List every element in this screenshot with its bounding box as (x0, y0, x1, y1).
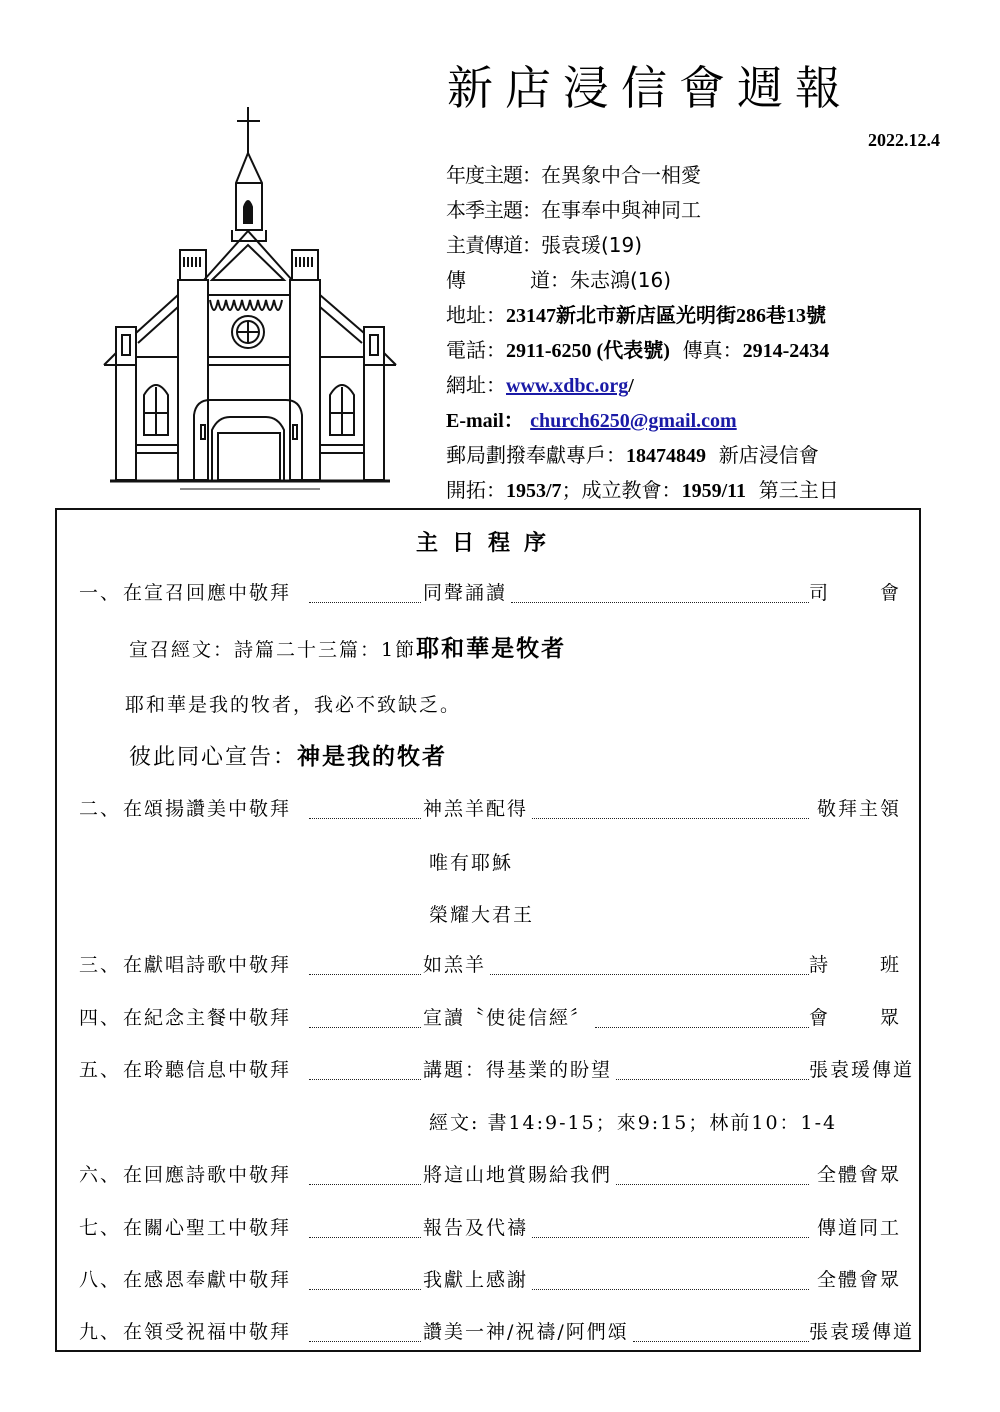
item-section: 在頌揚讚美中敬拜 (123, 798, 292, 820)
item-leader: 張袁瑗傳道 (809, 1059, 915, 1081)
dot-leader (490, 974, 809, 975)
declaration-prefix: 彼此同心宣告： (129, 745, 298, 770)
item-number: 一、 (79, 582, 122, 604)
item-number: 八、 (79, 1269, 122, 1291)
item-number: 六、 (79, 1164, 122, 1186)
item-section: 在獻唱詩歌中敬拜 (123, 954, 292, 976)
call-emphasis: 耶和華是牧者 (416, 635, 567, 662)
dot-leader (309, 1079, 421, 1080)
call-to-worship (129, 630, 566, 663)
postal-name: 新店浸信會 (718, 443, 819, 467)
phone-row (446, 333, 839, 368)
item-leader (809, 950, 901, 977)
service-item (79, 1055, 915, 1085)
dot-leader (309, 602, 421, 603)
founded-row (446, 473, 839, 508)
item-number: 七、 (79, 1217, 122, 1239)
item-number: 三、 (79, 954, 122, 976)
senior-pastor-row (446, 228, 839, 263)
leader-char: 詩 (809, 954, 831, 976)
season-theme: 在事奉中與神同工 (541, 198, 701, 222)
service-item (79, 1265, 901, 1295)
dot-leader (309, 818, 421, 819)
dot-leader (595, 1027, 809, 1028)
dot-leader (616, 1079, 809, 1080)
song-extra: 榮耀大君王 (429, 904, 535, 926)
item-program: 宣讀〝使徒信經〞 (423, 1007, 592, 1029)
item-number: 四、 (79, 1007, 122, 1029)
leader-char: 班 (879, 954, 901, 976)
item-number: 九、 (79, 1321, 122, 1343)
leader-char: 司 (809, 582, 831, 604)
item-section: 在領受祝福中敬拜 (123, 1321, 292, 1343)
founded: 1953/7 (506, 480, 562, 502)
pastor-row (446, 263, 839, 298)
website-row (446, 368, 839, 403)
service-item (79, 950, 901, 980)
pastor: 朱志鴻(16) (570, 268, 672, 292)
senior-pastor: 張袁瑗(19) (541, 233, 643, 257)
dot-leader (633, 1341, 809, 1342)
item-leader (809, 578, 901, 605)
dot-leader (309, 1237, 421, 1238)
declaration (129, 738, 447, 771)
pastor-label-b: 道： (530, 268, 570, 292)
dot-leader (309, 974, 421, 975)
church-illustration (100, 95, 400, 495)
item-section: 在紀念主餐中敬拜 (123, 1007, 292, 1029)
address-row (446, 298, 839, 333)
item-number: 二、 (79, 798, 122, 820)
item-section: 在關心聖工中敬拜 (123, 1217, 292, 1239)
senior-pastor-label: 主責傳道： (446, 233, 541, 257)
address: 23147新北市新店區光明街286巷13號 (506, 305, 826, 327)
leader-char: 眾 (879, 1007, 901, 1029)
email-link[interactable]: church6250@gmail.com (530, 410, 737, 432)
service-item (79, 794, 901, 824)
dot-leader (309, 1341, 421, 1342)
sermon-scripture: 經文: 書14:9-15；來9:15；林前10：1-4 (429, 1112, 838, 1134)
dot-leader (511, 602, 809, 603)
item-section: 在回應詩歌中敬拜 (123, 1164, 292, 1186)
item-number: 五、 (79, 1059, 122, 1081)
leader-char: 會 (879, 582, 901, 604)
website-label: 網址： (446, 373, 506, 397)
call-verse: 耶和華是我的牧者，我必不致缺乏。 (125, 694, 462, 716)
item-section: 在聆聽信息中敬拜 (123, 1059, 292, 1081)
service-item (79, 578, 901, 608)
service-item (79, 1003, 901, 1033)
item-program: 如羔羊 (423, 954, 487, 976)
order-title: 主日程序 (415, 530, 560, 556)
item-program: 讚美一神/祝禱/阿們頌 (423, 1321, 629, 1343)
item-program: 同聲誦讀 (423, 582, 508, 604)
item-program: 神羔羊配得 (423, 798, 529, 820)
dot-leader (616, 1184, 809, 1185)
website-link[interactable]: www.xdbc.org (506, 375, 629, 397)
declaration-emphasis: 神是我的牧者 (297, 743, 448, 770)
item-program: 講題：得基業的盼望 (423, 1059, 613, 1081)
sunday-note: 第三主日 (758, 478, 839, 502)
dot-leader (309, 1027, 421, 1028)
email-row (446, 403, 839, 438)
postal-row (446, 438, 839, 473)
song-extra: 唯有耶穌 (429, 852, 514, 874)
annual-theme-label: 年度主題： (446, 163, 541, 187)
item-leader: 全體會眾 (816, 1164, 901, 1186)
established: 1959/11 (681, 480, 747, 502)
website-suffix: / (628, 375, 634, 397)
item-program: 報告及代禱 (423, 1217, 529, 1239)
annual-theme-row (446, 158, 839, 193)
item-leader: 傳道同工 (816, 1217, 901, 1239)
bulletin-date: 2022.12.4 (868, 130, 940, 150)
item-program: 將這山地賞賜給我們 (423, 1164, 613, 1186)
item-leader (809, 1003, 901, 1030)
bulletin-title: 新店浸信會週報 (447, 61, 853, 115)
address-label: 地址： (446, 303, 506, 327)
season-theme-row (446, 193, 839, 228)
service-item (79, 1160, 901, 1190)
postal-account: 18474849 (626, 445, 706, 467)
phone: 2911-6250 (代表號) (506, 340, 670, 362)
dot-leader (309, 1184, 421, 1185)
item-section: 在宣召回應中敬拜 (123, 582, 292, 604)
phone-label: 電話： (446, 338, 506, 362)
season-theme-label: 本季主題： (446, 198, 541, 222)
dot-leader (532, 1237, 809, 1238)
service-item (79, 1317, 915, 1347)
church-info (446, 158, 839, 508)
fax: 2914-2434 (742, 340, 830, 362)
dot-leader (309, 1289, 421, 1290)
item-leader: 全體會眾 (816, 1269, 901, 1291)
postal-label: 郵局劃撥奉獻專戶： (446, 443, 626, 467)
founded-label: 開拓： (446, 478, 506, 502)
pastor-label-a: 傳 (446, 268, 466, 292)
item-leader: 張袁瑗傳道 (809, 1321, 915, 1343)
item-section: 在感恩奉獻中敬拜 (123, 1269, 292, 1291)
call-prefix: 宣召經文：詩篇二十三篇：1節 (129, 639, 417, 661)
established-label: ；成立教會： (561, 478, 682, 502)
email-label: E-mail： (446, 410, 524, 432)
order-of-service (55, 508, 921, 1352)
fax-label: 傳真： (682, 338, 743, 362)
item-leader: 敬拜主領 (816, 798, 901, 820)
dot-leader (532, 818, 809, 819)
cross-icon (237, 107, 260, 153)
service-item (79, 1213, 901, 1243)
leader-char: 會 (809, 1007, 831, 1029)
dot-leader (532, 1289, 809, 1290)
item-program: 我獻上感謝 (423, 1269, 529, 1291)
annual-theme: 在異象中合一相愛 (541, 163, 701, 187)
